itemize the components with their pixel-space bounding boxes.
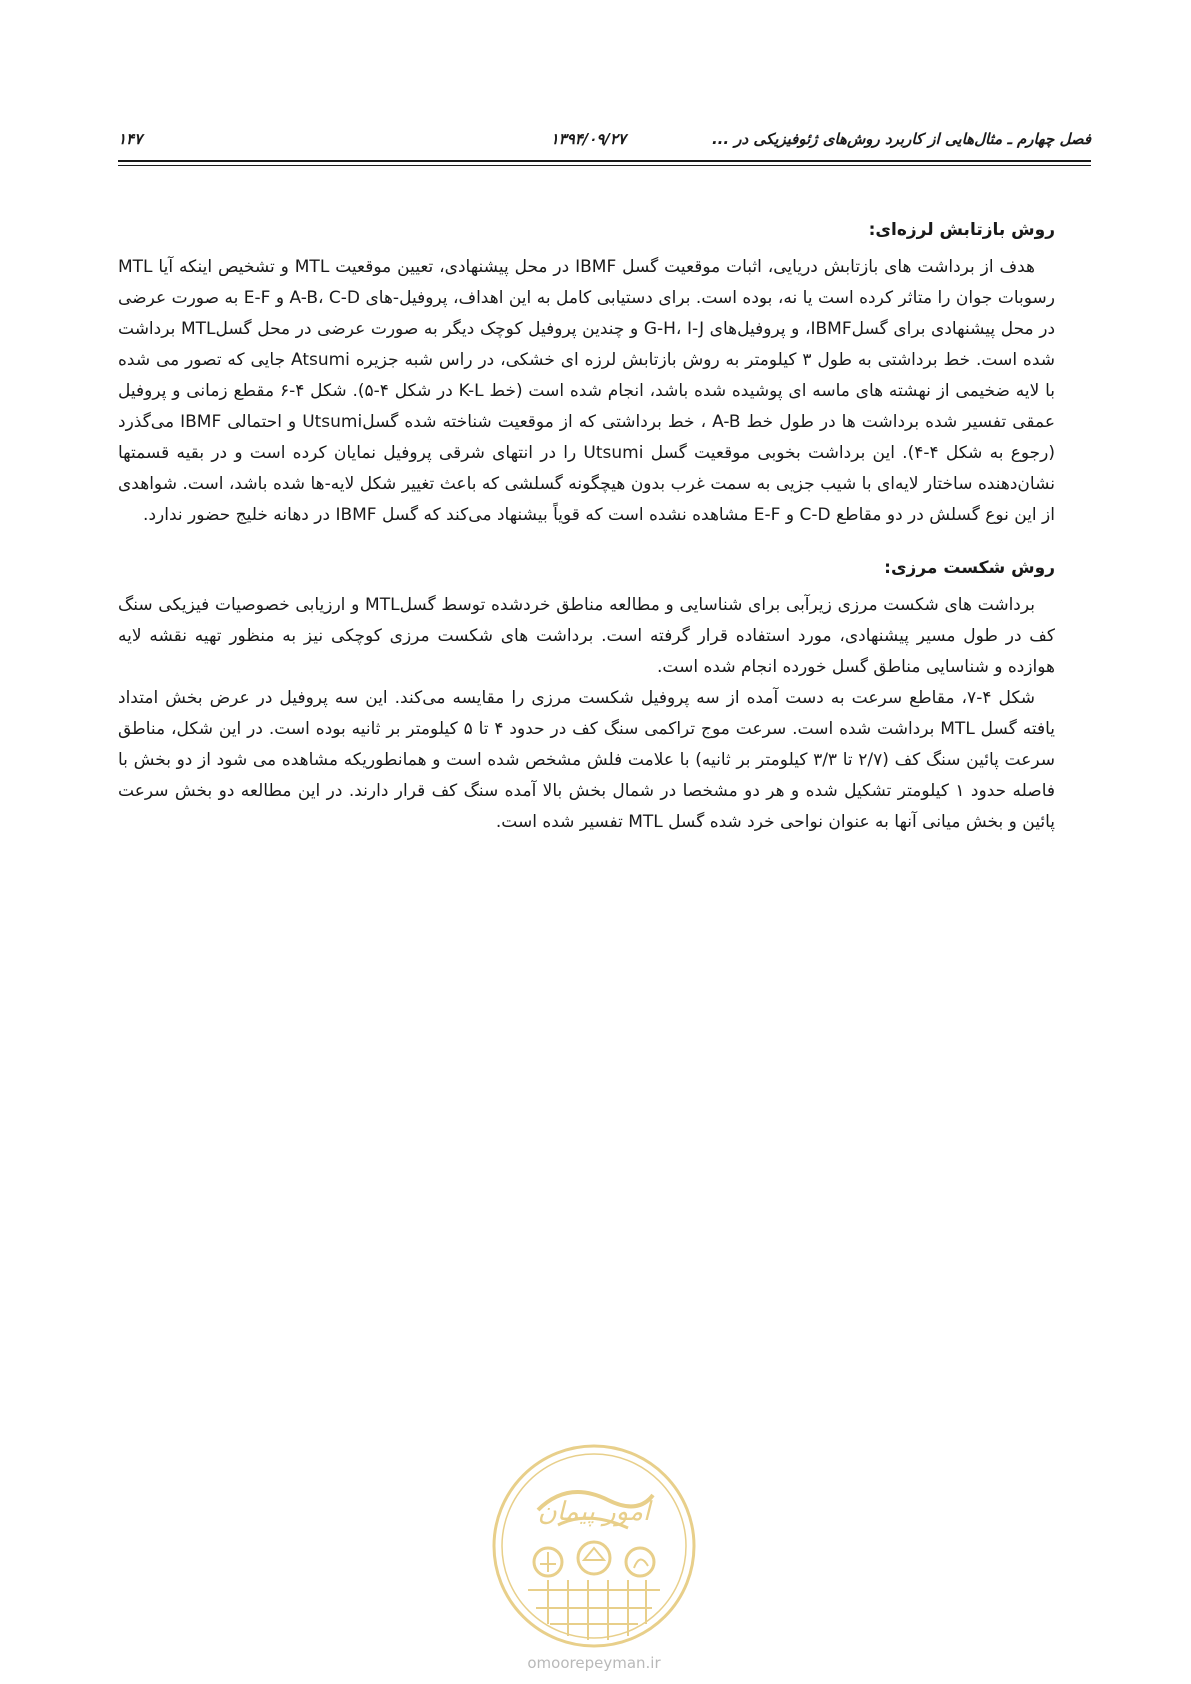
section-heading-seismic-refraction: روش شکست مرزی:: [884, 558, 1055, 578]
chapter-title: فصل چهارم ـ مثال‌هایی از کاربرد روش‌های ژئوفیزیکی در ...: [711, 130, 1091, 148]
watermark-site: omoorepeyman.ir: [527, 1654, 661, 1672]
omoorepeyman-seal-icon: [488, 1440, 700, 1652]
header-rule-thin: [118, 165, 1091, 166]
seal-logo-text: امور پیمان: [537, 1497, 651, 1527]
main-content: [118, 215, 1055, 838]
paragraph-refraction-1: برداشت های شکست مرزی زیرآبی برای شناسایی و مطالعه مناطق خردشده توسط گسلMTL و ارزیابی خصوصیات فیزیکی سنگ کف در طول مسیر پیشنهادی، مورد استفاده قرار گرفته است. برداشت های شکست مرزی کوچکی نیز به منظور تهیه نقشه لایه هوازده و شناسایی مناطق گسل خورده انجام شده است.: [118, 595, 1055, 677]
running-header: [118, 130, 1091, 154]
paragraph-seismic-reflection: هدف از برداشت های بازتابش دریایی، اثبات موقعیت گسل IBMF در محل پیشنهادی، تعیین موقعیت MTL و تشخیص اینکه آیا MTL رسوبات جوان را متاثر کرده است یا نه، بوده است. برای دستیابی کامل به این اهداف، پروفیل-های A-B، C-D و E-F به صورت عرضی در محل پیشنهادی برای گسلIBMF، و پروفیل‌های G-H، I-J و چندین پروفیل کوچک دیگر به صورت عرضی در محل گسلMTL برداشت شده است. خط برداشتی به طول ۳ کیلومتر به روش بازتابش لرزه ای خشکی، در راس شبه جزیره Atsumi جایی که تصور می شده با لایه ضخیمی از نهشته های ماسه ای پوشیده شده باشد، انجام شده است (خط K-L در شکل ۴-۵). شکل ۴-۶ مقطع زمانی و پروفیل عمقی تفسیر شده برداشت ها در طول خط A-B ، خط برداشتی که از موقعیت شناخته شده گسلUtsumi و احتمالی IBMF می‌گذرد (رجوع به شکل ۴-۴). این برداشت بخوبی موقعیت گسل Utsumi را در انتهای شرقی پروفیل نمایان کرده است و در بقیه قسمتها نشان‌دهنده ساختار لایه‌ای با شیب جزیی به سمت غرب بدون هیچگونه گسلشی که باعث تغییر شکل لایه-ها شده باشد، است. شواهدی از این نوع گسلش در دو مقاطع C-D و E-F مشاهده نشده است که قویاً بیشنهاد می‌کند که گسل IBMF در دهانه خلیج حضور ندارد.: [118, 257, 1056, 525]
paragraph-refraction-2: شکل ۴-۷، مقاطع سرعت به دست آمده از سه پروفیل شکست مرزی را مقایسه می‌کند. این سه پروفیل در عرض بخش امتداد یافته گسل MTL برداشت شده است. سرعت موج تراکمی سنگ کف در حدود ۴ تا ۵ کیلومتر بر ثانیه بوده است. در این شکل، مناطق سرعت پائین سنگ کف (۲/۷ تا ۳/۳ کیلومتر بر ثانیه) با علامت فلش مشخص شده است و همانطوریکه مشاهده می شود از دو بخش با فاصله حدود ۱ کیلومتر تشکیل شده و هر دو مشخصا در شمال بخش بالا آمده سنگ کف قرار دارند. در این مطالعه دو بخش سرعت پائین و بخش میانی آنها به عنوان نواحی خرد شده گسل MTL تفسیر شده است.: [118, 688, 1055, 832]
header-date: ۱۳۹۴/۰۹/۲۷: [550, 130, 626, 148]
page-number: ۱۴۷: [118, 130, 143, 148]
section-heading-seismic-reflection: روش بازتابش لرزه‌ای:: [868, 220, 1055, 240]
header-rule-thick: [118, 160, 1091, 162]
